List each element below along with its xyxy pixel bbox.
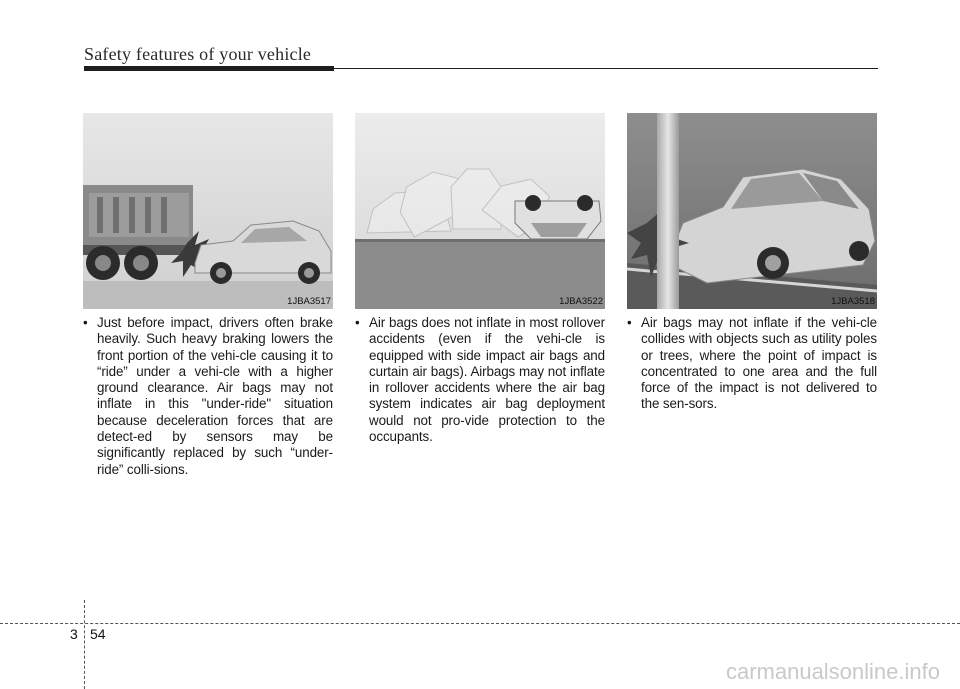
page-number: 54 [90,626,106,642]
chapter-number: 3 [70,626,78,642]
bullet-paragraph [355,315,605,445]
pole-collision-illustration [627,113,877,309]
watermark-text: carmanualsonline.info [725,659,940,684]
bullet-paragraph [83,315,333,478]
footer-divider [0,623,960,624]
under-ride-illustration [83,113,333,309]
column-under-ride [83,113,333,478]
bullet-dot: • [83,315,88,330]
figure-pole-collision [627,113,877,309]
bullet-text: Air bags does not inflate in most rollover accidents (even if the vehi-cle is equipped with side impact air bags and curtain air bags). Airbags may not inflate in rollover accidents where the air bag system indicates air bag deployment would not pro-vide protection to the occupants. [369,315,605,445]
column-rollover [355,113,605,445]
header-rule [84,66,878,71]
figure-code: 1JBA3517 [287,296,331,307]
bullet-text: Just before impact, drivers often brake heavily. Such heavy braking lowers the front portion of the vehi-cle causing it to “ride” under a vehi-cle with a higher ground clearance. Air bags may not inflate in this "under-ride" situation because deceleration forces that are detect-ed by sensors may be significantly replaced by such “under-ride” colli-sions. [97,315,333,477]
figure-code: 1JBA3522 [559,296,603,307]
bullet-text: Air bags may not inflate if the vehi-cle collides with objects such as utility poles or trees, where the point of impact is concentrated to one area and the full force of the impact is not delivered to the sen-sors. [641,315,877,412]
footer-vertical-divider [84,600,85,689]
page-header-title: Safety features of your vehicle [84,44,312,64]
rollover-illustration [355,113,605,309]
bullet-dot: • [355,315,360,330]
bullet-paragraph [627,315,877,413]
figure-code: 1JBA3518 [831,296,875,307]
figure-rollover-accident [355,113,605,309]
figure-under-ride-collision [83,113,333,309]
column-pole-collision [627,113,877,413]
bullet-dot: • [627,315,632,330]
